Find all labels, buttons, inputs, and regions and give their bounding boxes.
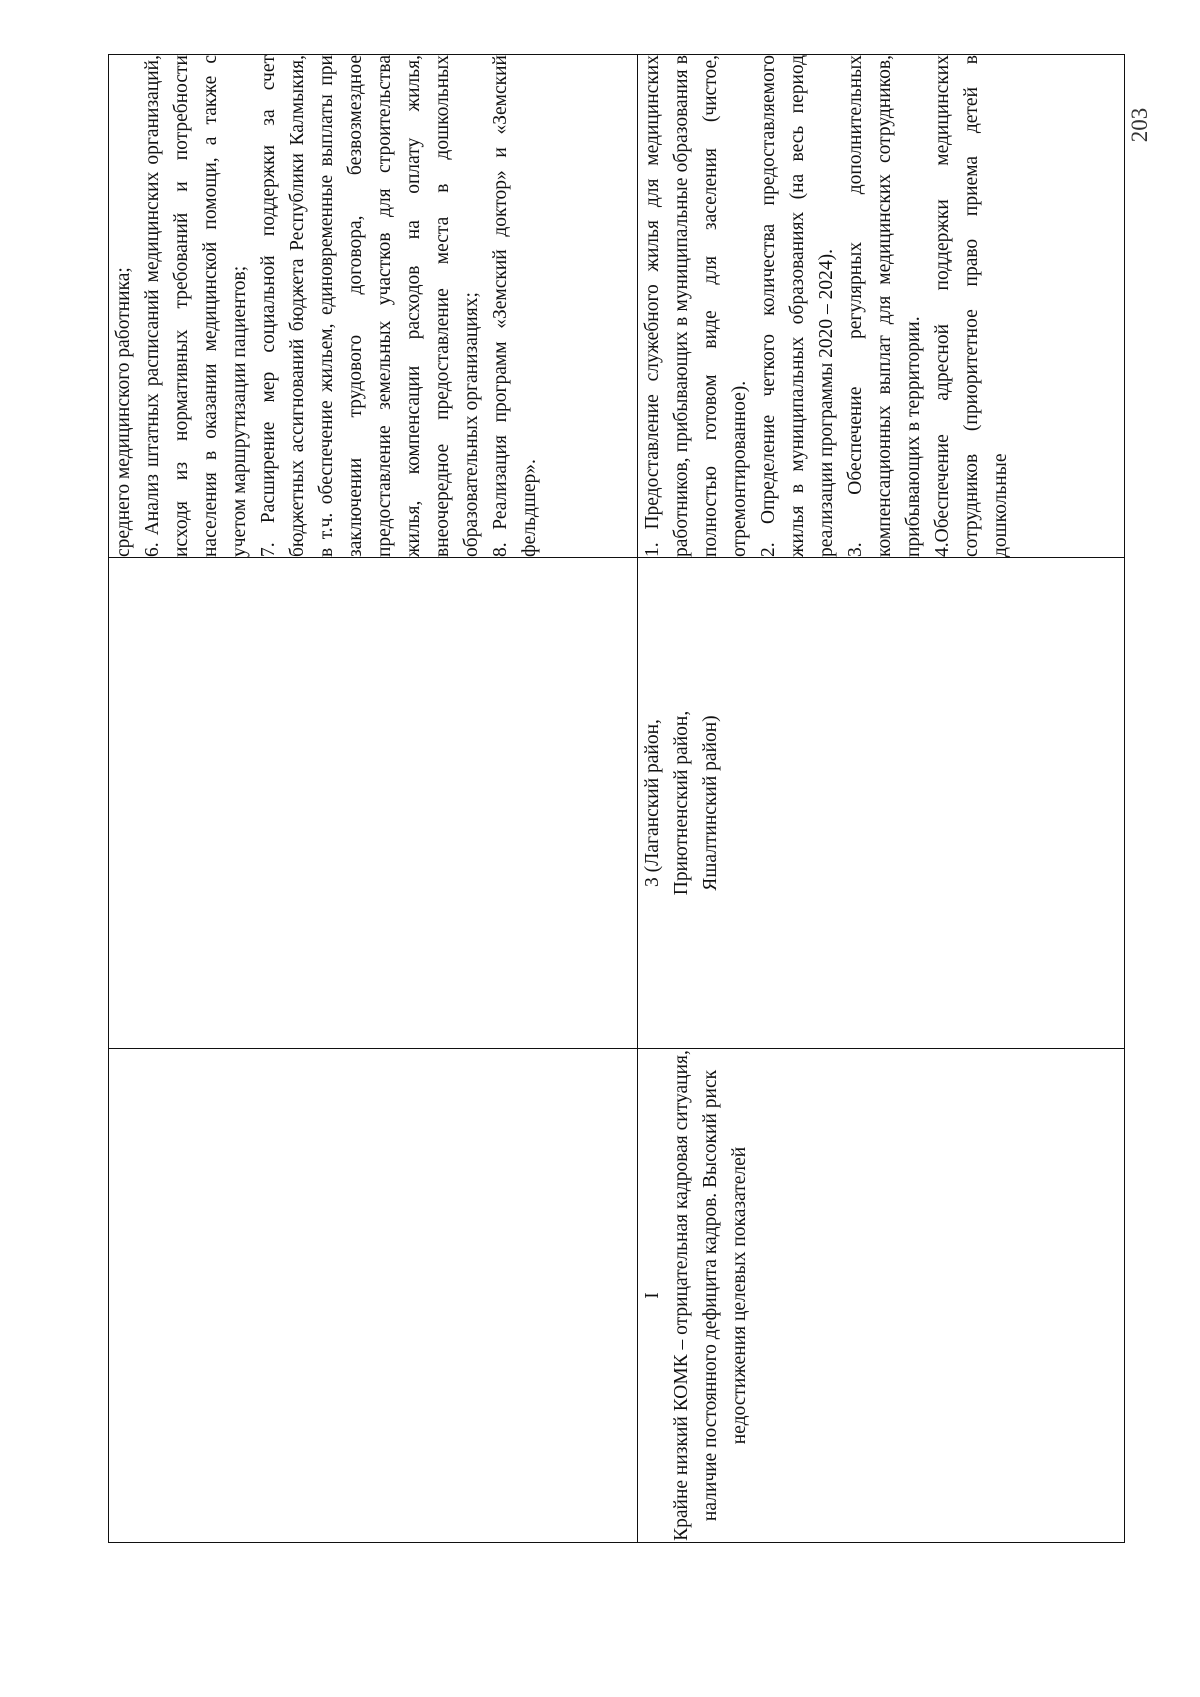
measure-paragraph: 2. Определение четкого количества предоставляемого жилья в муниципальных образованиях (на весь период реализации программы 2020 – 2024). — [758, 55, 837, 557]
measures-table — [108, 54, 1125, 1543]
level-roman-numeral: I — [642, 1292, 663, 1299]
district-line: 3 (Лаганский район, — [642, 719, 663, 887]
measure-paragraph: 6. Анализ штатных расписаний медицинских организаций, исходя из нормативных требований и потребности населения в оказании медицинской помощи, а также с учетом маршрутизации пациентов; — [142, 55, 250, 557]
table-cell-level — [109, 1049, 638, 1543]
rotated-table-container — [108, 55, 1124, 1543]
measure-paragraph: среднего медицинского работника; — [113, 267, 134, 557]
table-cell-districts — [638, 558, 1125, 1049]
measure-paragraph: 8. Реализация программ «Земский доктор» и «Земский фельдшер». — [490, 55, 540, 557]
table-cell-measures — [109, 55, 638, 558]
table-row — [638, 55, 1125, 1543]
table-row — [109, 55, 638, 1543]
measure-paragraph: 7. Расширение мер социальной поддержки за счет бюджетных ассигнований бюджета Республики Калмыкия, в т.ч. обеспечение жильем, единовременные выплаты при заключении трудового договора, безвозмездное предоставление земельных участков для строительства жилья, компенсации расходов на оплату жилья, внеочередное предоставление места в дошкольных образовательных организациях; — [258, 55, 482, 557]
table-cell-measures — [638, 55, 1125, 558]
district-line: Приютненский район, — [671, 710, 692, 896]
measure-paragraph: 3. Обеспечение регулярных дополнительных компенсационных выплат для медицинских сотрудников, прибывающих в территории. — [845, 55, 924, 557]
page-number: 203 — [1127, 107, 1152, 143]
table-cell-level — [638, 1049, 1125, 1543]
measure-paragraph: 4.Обеспечение адресной поддержки медицинских сотрудников (приоритетное право приема детей в дошкольные — [932, 55, 1011, 557]
district-line: Яшалтинский район) — [700, 715, 721, 891]
table-cell-districts — [109, 558, 638, 1049]
measure-paragraph: 1. Предоставление служебного жилья для медицинских работников, прибывающих в муниципальные образования в полностью готовом виде для заселения (чистое, отремонтированное). — [642, 55, 750, 557]
level-description: Крайне низкий КОМК – отрицательная кадровая ситуация, наличие постоянного дефицита кадров. Высокий риск недостижения целевых показателей — [671, 1050, 750, 1541]
